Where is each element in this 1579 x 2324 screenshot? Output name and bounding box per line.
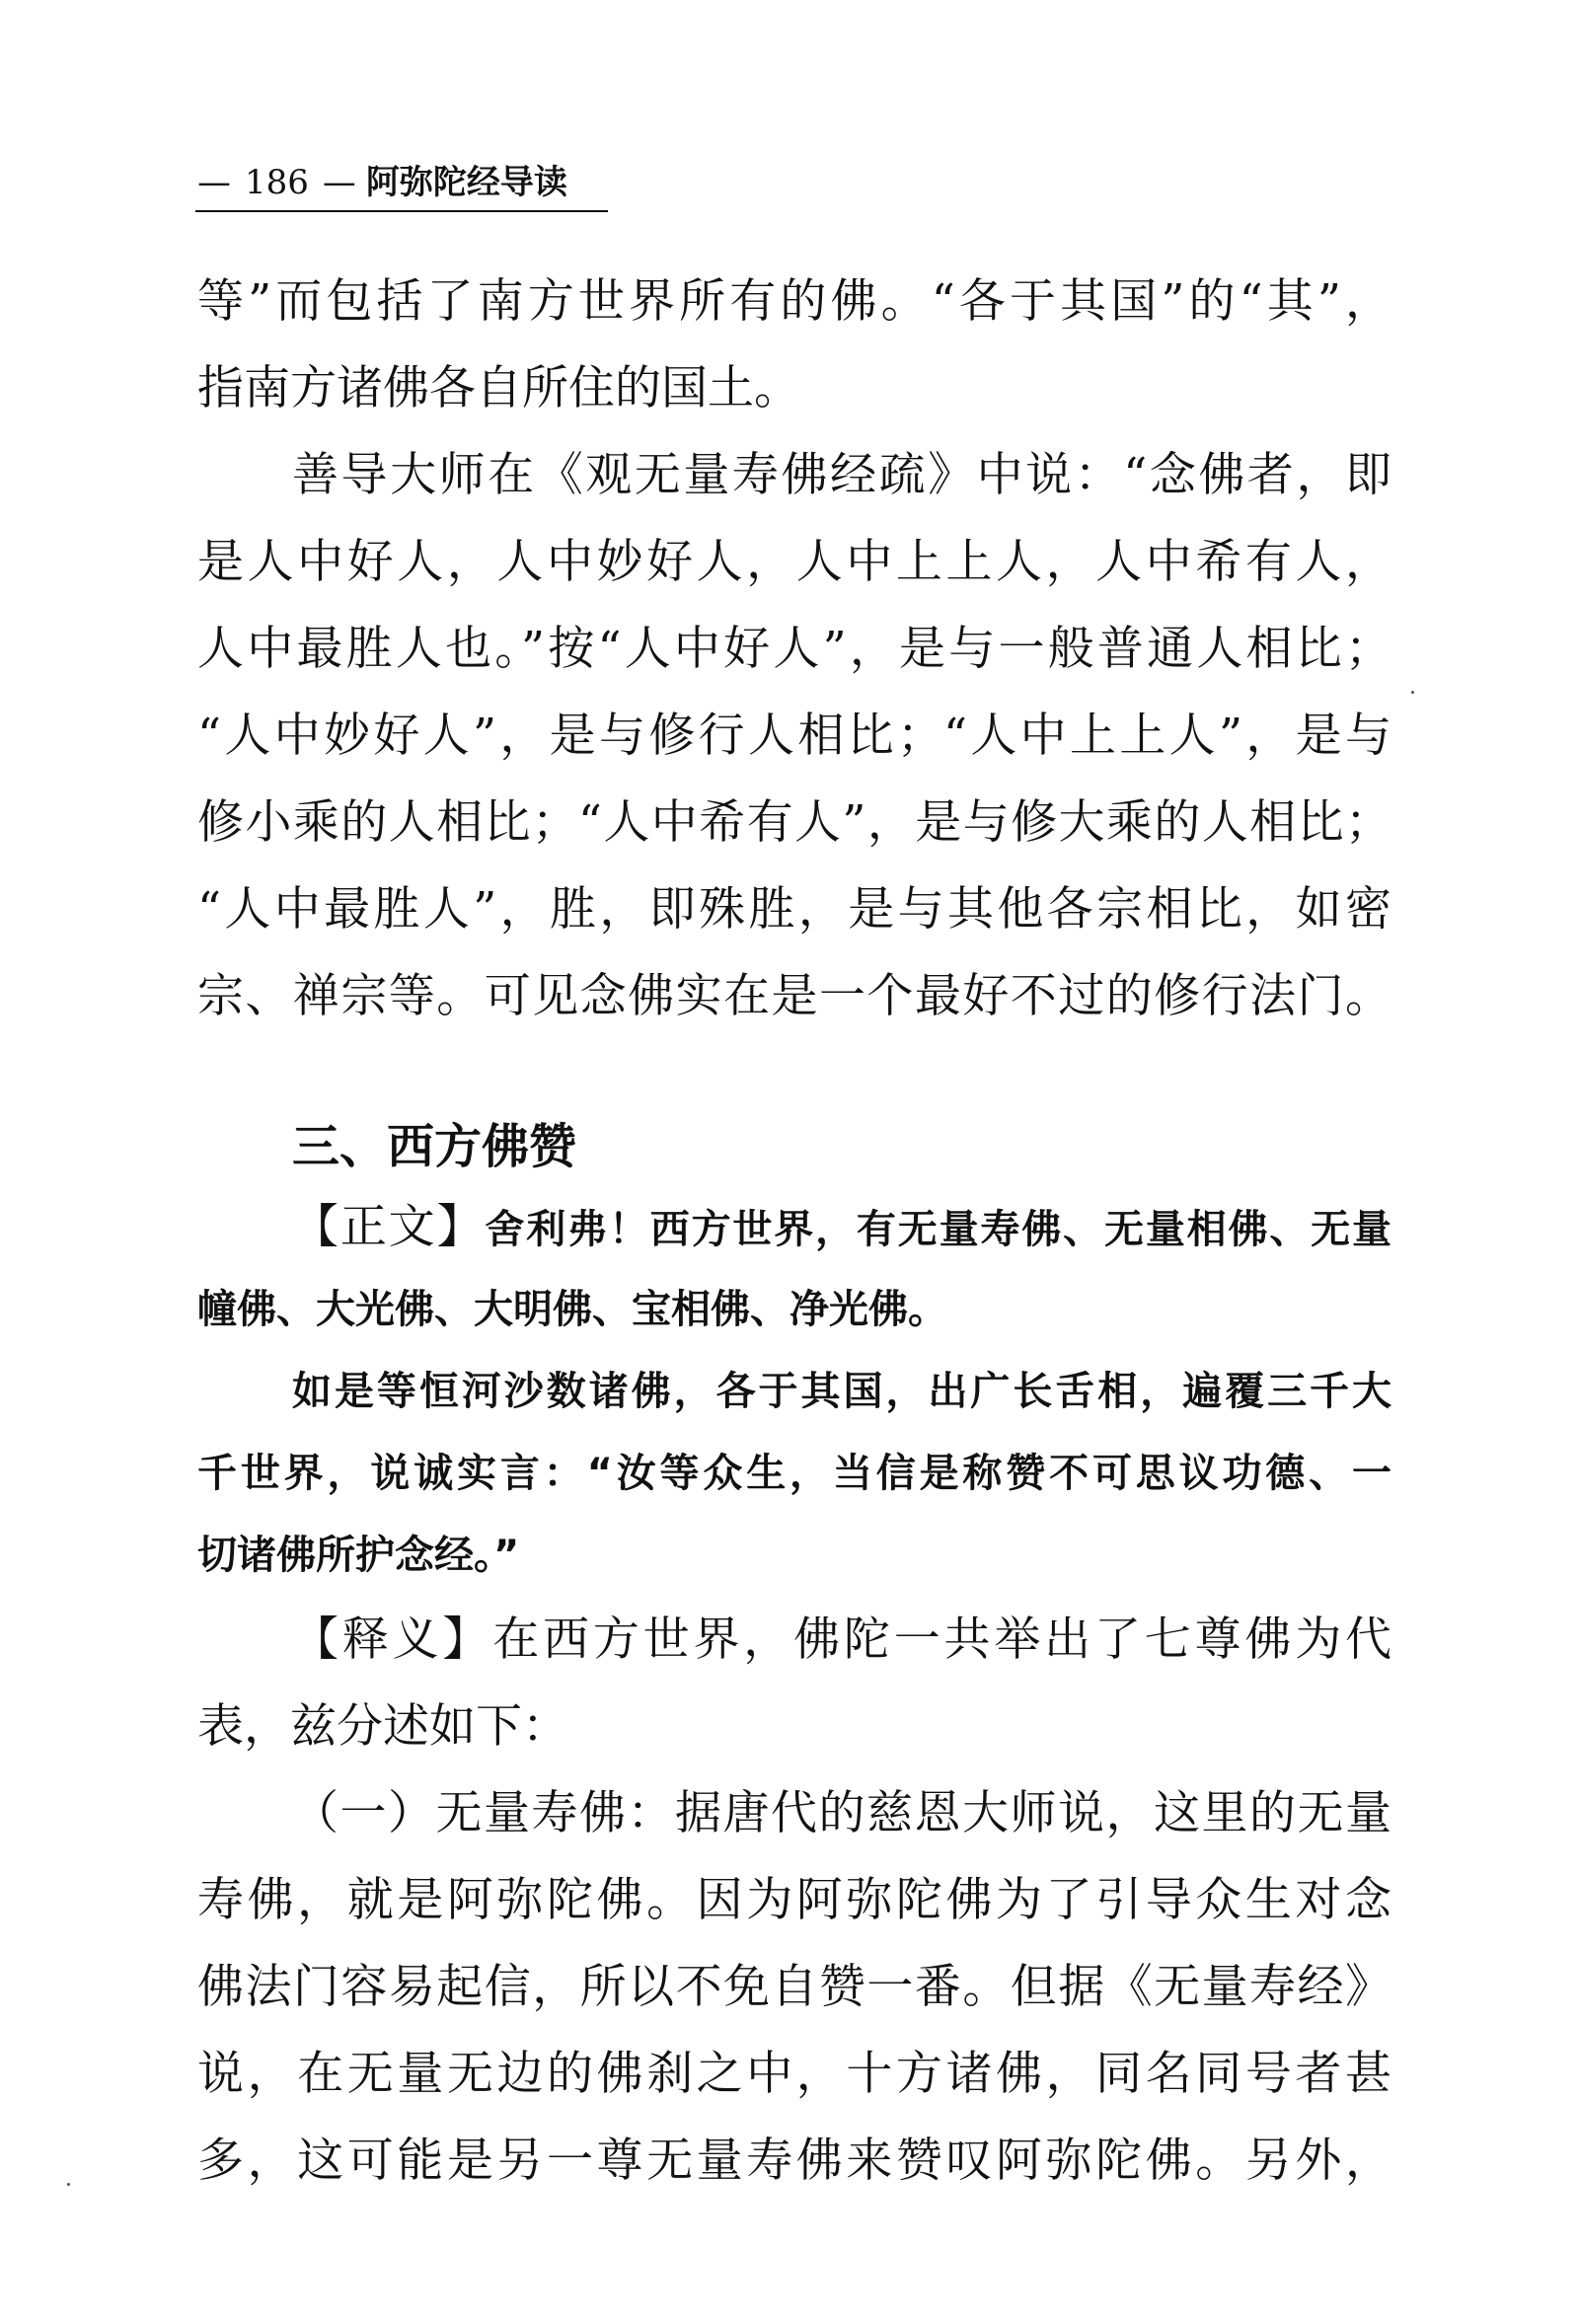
scripture-line-5: 切诸佛所护念经。” [197,1533,520,1578]
para1-line-1: 等”而包括了南方世界所有的佛。“各于其国”的“其”， [197,274,1391,329]
explanation-text-1: 在西方世界，佛陀一共举出了七尊佛为代 [492,1612,1392,1667]
para1-line-2: 指南方诸佛各自所住的国土。 [197,361,800,415]
scripture-text-1: 舍利弗！西方世界，有无量寿佛、无量相佛、无量 [485,1207,1392,1252]
section-heading: 三、西方佛赞 [292,1119,577,1174]
explanation-label: 【释义】 [292,1612,493,1667]
para2-line-4: “人中妙好人”，是与修行人相比；“人中上上人”，是与 [197,709,1391,763]
explanation-line-7: 多，这可能是另一尊无量寿佛来赞叹阿弥陀佛。另外， [197,2134,1391,2188]
scripture-line-3: 如是等恒河沙数诸佛，各于其国，出广长舌相，遍覆三千大 [292,1369,1391,1414]
scan-speck [67,2183,70,2186]
explanation-line-3: （一）无量寿佛：据唐代的慈恩大师说，这里的无量 [292,1786,1391,1840]
para2-line-1: 善导大师在《观无量寿佛经疏》中说：“念佛者，即 [292,448,1391,502]
scripture-line-1 [292,1184,1391,1271]
para2-line-5: 修小乘的人相比；“人中希有人”，是与修大乘的人相比； [197,795,1391,850]
para2-line-7: 宗、禅宗等。可见念佛实在是一个最好不过的修行法门。 [197,969,1391,1023]
explanation-line-2: 表，兹分述如下： [197,1699,568,1754]
header-rule [195,210,608,212]
explanation-line-4: 寿佛，就是阿弥陀佛。因为阿弥陀佛为了引导众生对念 [197,1873,1391,1927]
page-number: 186 [245,163,309,202]
para2-line-2: 是人中好人，人中妙好人，人中上上人，人中希有人， [197,535,1391,589]
explanation-line-5: 佛法门容易起信，所以不免自赞一番。但据《无量寿经》 [197,1960,1391,2014]
scan-speck [1411,691,1414,694]
running-head [197,158,612,207]
header-dash-left: — [197,163,231,202]
explanation-line-1 [292,1597,1391,1684]
book-title: 阿弥陀经导读 [365,163,567,202]
scripture-line-2: 幢佛、大光佛、大明佛、宝相佛、净光佛。 [197,1287,947,1332]
scripture-line-4: 千世界，说诚实言：“汝等众生，当信是称赞不可思议功德、一 [197,1451,1391,1496]
scripture-label: 【正文】 [292,1200,486,1254]
para2-line-6: “人中最胜人”，胜，即殊胜，是与其他各宗相比，如密 [197,882,1391,937]
header-dash-right: — [322,163,356,202]
explanation-line-6: 说，在无量无边的佛刹之中，十方诸佛，同名同号者甚 [197,2047,1391,2101]
para2-line-3: 人中最胜人也。”按“人中好人”，是与一般普通人相比； [197,622,1391,676]
